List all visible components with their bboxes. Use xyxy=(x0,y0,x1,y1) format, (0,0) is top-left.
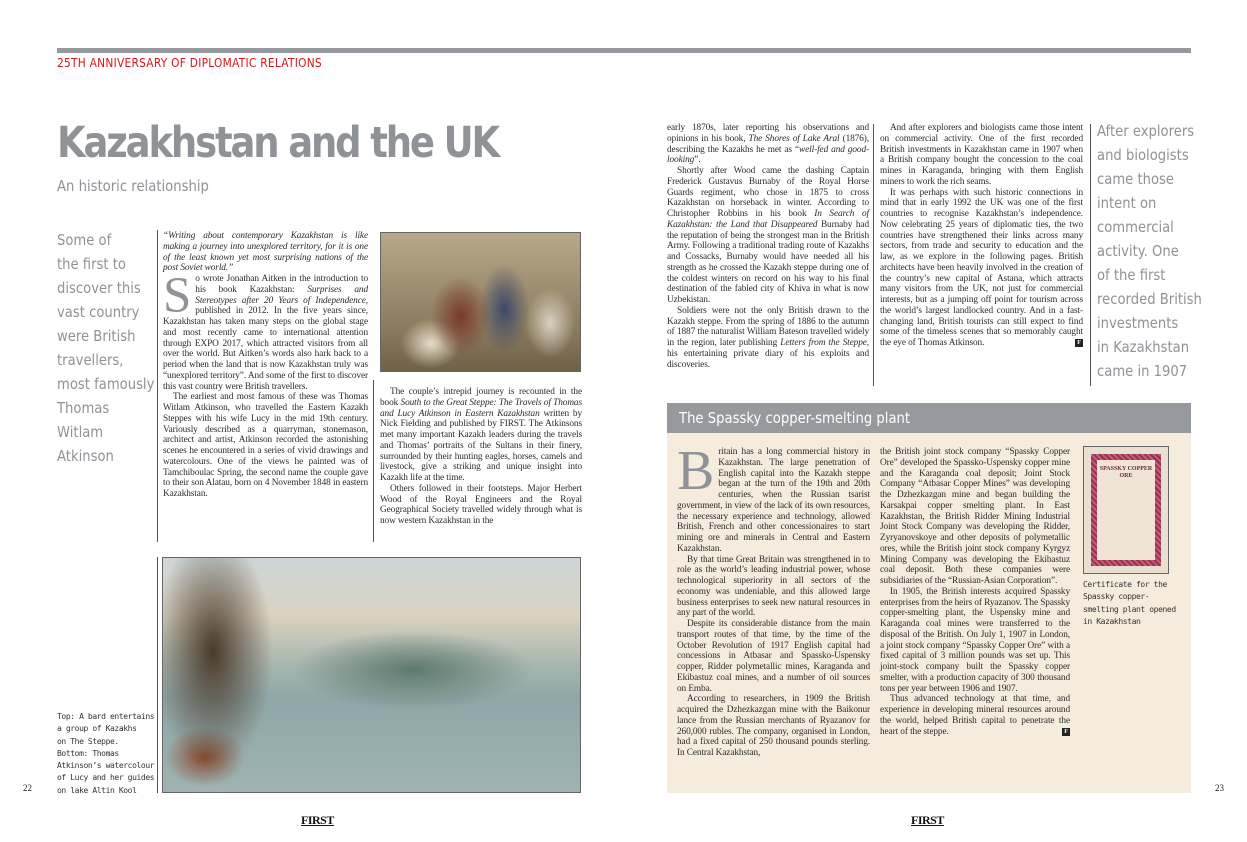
text: early 1870s, later reporting his observations and opinions in his book, xyxy=(667,123,869,144)
end-mark-icon: F xyxy=(1062,728,1070,736)
paragraph: The earliest and most famous of these was Thomas Witlam Atkinson, who travelled the Eastern Kazakh Steppes with his wife Lucy in the mid 19th century. Variously described as a quarryman, stonemason, architect and artist, Atkinson recorded the astonishing scenes he encountered in a series of vivid drawings and watercolours. One of the views he painted was of Tamchiboulac Spring, the second name the couple gave to their son Alatau, born on 4 November 1848 in eastern Kazakhstan. xyxy=(163,392,368,499)
paragraph: By that time Great Britain was strengthened in to role as the world’s leading industrial power, whose technological superiority in all sectors of the economy was undeniable, and this allowed large business enterprises to seek new natural resources in any part of the world. xyxy=(677,554,870,619)
column-rule xyxy=(373,380,374,542)
text: , his entertaining private diary of his exploits and discoveries. xyxy=(667,338,869,370)
pull-quote-line: vast country xyxy=(57,303,140,321)
article-column-1 xyxy=(163,231,368,500)
paragraph: Despite its considerable distance from the main transport routes of that time, by the time of the October Revolution of 1917 English capital had concessions in Atbasar and Spassko-Uspensky copper, Ridder polymetallic mines, Karaganda and Ekibastuz coal mines, and a number of oil sources on Emba. xyxy=(677,619,870,694)
pull-quote-line: were British xyxy=(57,327,136,345)
page-number-right: 23 xyxy=(1215,783,1224,793)
caption-line: Spassky copper- xyxy=(1083,592,1150,602)
text: Shortly after Wood came the dashing Captain Frederick Gustavus Burnaby of the Royal Horse Guards regiment, who chose in 1875 to cross Kazakhstan on horseback in winter. According to Christopher Robbins in his book xyxy=(667,166,869,219)
pull-quote-line: recorded British xyxy=(1097,290,1202,308)
text: The couple’s intrepid journey is recounted in the book xyxy=(380,387,582,408)
lake-watercolour-image xyxy=(162,557,581,793)
pull-quote-line: Thomas xyxy=(57,399,110,417)
book-title: South to the Great Steppe: The Travels of Thomas and Lucy Atkinson in Eastern Kazakhstan xyxy=(380,397,582,419)
certificate-border xyxy=(1091,454,1161,566)
pull-quote-line: investments xyxy=(1097,314,1179,332)
column-rule xyxy=(873,124,874,386)
text: Thus advanced technology at that time, and experience in developing mineral resources around the world, helped British capital to penetrate the heart of the steppe. xyxy=(880,694,1070,737)
paragraph: In 1905, the British interests acquired Spassky enterprises from the heirs of Ryazanov. The Spassky copper-smelting plant, the Uspensky mine and Karaganda coal mines were transferred to the disposal of the British. On July 1, 1907 in London, a joint stock company “Spassky Copper Ore” with a fixed capital of 3 million pounds was set up. This joint-stock company built the Spassky copper smelter, with a production capacity of 300 thousand tons per year between 1906 and 1907. xyxy=(880,586,1070,694)
book-title: In Search of Kazakhstan: the Land that Disappeared xyxy=(667,209,869,230)
column-rule xyxy=(1090,124,1091,386)
sidebar-column-1 xyxy=(677,440,870,759)
pull-quote-line: travellers, xyxy=(57,351,124,369)
article-column-4 xyxy=(880,123,1083,349)
certificate-caption xyxy=(1083,579,1188,628)
text: (1876), describing the Kazakhs he met as “ xyxy=(667,133,870,155)
top-rule xyxy=(57,48,1191,53)
pull-quote-line: activity. One xyxy=(1097,242,1179,260)
certificate-title: SPASSKY COPPER ORE xyxy=(1097,460,1155,560)
certificate-image xyxy=(1083,446,1169,574)
section-kicker: 25TH ANNIVERSARY OF DIPLOMATIC RELATIONS xyxy=(57,55,322,70)
caption-line: Bottom: Thomas xyxy=(57,748,119,758)
text: It was perhaps with such historic connections in mind that in early 1992 the UK was one of the first countries to recognise Kazakhstan’s independence. Now celebrating 25 years of diplomatic ties, the two countries have strengthened their links across many sectors, from trade and security to education and the law, as we explore in the following pages. British architects have been heavily involved in the creation of the country’s new capital of Astana, which attracts many visitors from the UK, not just for commercial interests, but as a jumping off point for tourism across the world’s largest landlocked country. And in a fast-changing land, British tourists can still expect to find some of the timeless scenes that so memorably caught the eye of Thomas Atkinson. xyxy=(880,187,1083,348)
caption-line: of Lucy and her guides xyxy=(57,773,155,783)
page-title: Kazakhstan and the UK xyxy=(57,118,498,168)
pull-quote-line: in Kazakhstan xyxy=(1097,338,1190,356)
article-column-3 xyxy=(667,123,869,370)
pull-quote-line: discover this xyxy=(57,279,141,297)
book-title: The Shores of Lake Aral xyxy=(748,133,840,144)
text: written by Nick Fielding and published by FIRST. The Atkinsons met many important Kazakh leaders during the travels and Thomas’ portraits of the Sultans in their finery, surrounded by their hunting eagles, horses, camels and livestock, give a striking and unique insight into Kazakh life at the time. xyxy=(380,408,582,483)
pull-quote-line: After explorers xyxy=(1097,122,1195,140)
caption-line: Certificate for the xyxy=(1083,580,1167,589)
pull-quote-line: Atkinson xyxy=(57,447,114,465)
text: Burnaby had the reputation of being the strongest man in the British Army. Following a traditional trading route of Kazakhs and Cossacks, Burnaby would have needed all his strength as he crossed the Kazakh steppe during one of the coldest winters on record on his way to his final destination of the fabled city of Khiva in what is now Uzbekistan. xyxy=(667,219,870,305)
sidebar-column-2 xyxy=(880,447,1070,737)
paragraph: According to researchers, in 1909 the British acquired the Dzhezkazgan mine with the Baikonur lance from the Russian merchants of Ryazanov for 260,000 rubles. The company, organised in London, had a fixed capital of 250 thousand pounds sterling. In Central Kazakhstan, xyxy=(677,694,870,758)
text: ritain has a long commercial history in Kazakhstan. The large penetration of English capital into the Kazakh steppe began at the turn of the 19th and 20th centuries, when the Russian tsarist government, in view of the lack of its own resources, the necessary experience and technology, allowed British, French and other concessionaires to start mining ore and minerals in Central and Eastern Kazakhstan. xyxy=(677,447,870,554)
paragraph: Others followed in their footsteps. Major Herbert Wood of the Royal Engineers and the Royal Geographical Society travelled widely through what is now western Kazakhstan in the xyxy=(380,483,582,526)
text: , published in 2012. In the five years since, Kazakhstan has taken many steps on the global stage and most recently came to international attention through EXPO 2017, which attracted visitors from all over the world. But Aitken’s words also hark back to a period when the land that is now Kazakhstan truly was “unexplored territory”. And some of the first to discover this vast country were British travellers. xyxy=(163,295,368,392)
pull-quote-line: Some of xyxy=(57,231,112,249)
pull-quote-line: came in 1907 xyxy=(1097,362,1188,380)
pull-quote-line: came those xyxy=(1097,170,1174,188)
image-caption xyxy=(57,711,157,797)
intro-quote: “Writing about contemporary Kazakhstan is like making a journey into unexplored territory, for it is one of the least known yet most surprising nations of the post Soviet world.” xyxy=(163,231,368,274)
caption-line: on The Steppe. xyxy=(57,736,119,746)
drop-cap: S xyxy=(163,268,192,324)
page-number-left: 22 xyxy=(23,783,32,793)
text: ”. xyxy=(694,155,701,166)
quote: well-fed and good-looking xyxy=(667,144,869,166)
book-title: Surprises and Stereotypes after 20 Years of Independence xyxy=(195,284,368,306)
caption-line: smelting plant opened xyxy=(1083,604,1176,614)
caption-line: Top: A bard entertains xyxy=(57,712,155,721)
sidebar-heading-text: The Spassky copper-smelting plant xyxy=(679,409,911,427)
page-subtitle: An historic relationship xyxy=(57,177,209,195)
footer-logo-right: FIRST xyxy=(911,813,944,827)
pull-quote-right xyxy=(1097,119,1208,383)
pull-quote-line: Witlam xyxy=(57,423,104,441)
bard-painting-image xyxy=(380,232,581,372)
pull-quote-line: intent on xyxy=(1097,194,1157,212)
sidebar-box-heading xyxy=(667,403,1191,433)
paragraph: the British joint stock company “Spassky Copper Ore” developed the Spassko-Uspensky copper mine and the Karaganda coal deposit; Joint Stock Company “Atbasar Copper Mines” was developing the Dzhezkazgan mine and began building the Karsakpai copper smelting plant. In East Kazakhstan, the British Ridder Mining Industrial Joint Stock Company was developing the Ridder, Zyryanovskoye and other deposits of polymetallic ores, while the British joint stock company Kyrgyz Mining Company was developing the Ekibastuz coal deposit. Both these companies were subsidiaries of the “Russian-Asian Corporation”. xyxy=(880,447,1070,586)
pull-quote-line: commercial xyxy=(1097,218,1174,236)
pull-quote-line: the first to xyxy=(57,255,126,273)
pull-quote-line: most famously xyxy=(57,375,155,393)
caption-line: a group of Kazakhs xyxy=(57,724,137,734)
drop-cap: B xyxy=(677,440,715,502)
column-rule xyxy=(157,557,158,793)
pull-quote-left xyxy=(57,228,168,468)
article-column-2 xyxy=(380,387,582,527)
text: Soldiers were not the only British drawn to the Kazakh steppe. From the spring of 1886 to the autumn of 1887 the naturalist William Bateson travelled widely in the region, later publishing xyxy=(667,305,869,348)
end-mark-icon: F xyxy=(1075,339,1083,347)
paragraph: And after explorers and biologists came those intent on commercial activity. One of the first recorded British investments in Kazakhstan came in 1907 when a British company bought the concession to the coal mines in Karaganda, bringing with them English miners to work the rich seams. xyxy=(880,123,1083,187)
caption-line: Atkinson’s watercolour xyxy=(57,761,155,771)
book-title: Letters from the Steppe xyxy=(780,338,867,348)
pull-quote-line: and biologists xyxy=(1097,146,1189,164)
footer-logo-left: FIRST xyxy=(301,813,334,827)
caption-line: in Kazakhstan xyxy=(1083,616,1141,626)
caption-line: on lake Altin Kool xyxy=(57,785,137,795)
pull-quote-line: of the first xyxy=(1097,266,1166,284)
text: o wrote Jonathan Aitken in the introduction to his book Kazakhstan: xyxy=(195,274,368,295)
